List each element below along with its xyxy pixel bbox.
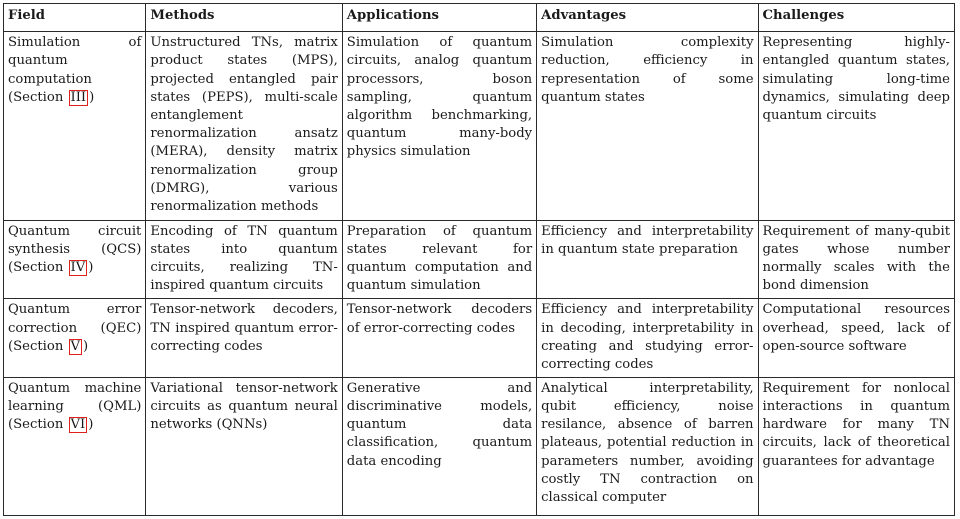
section-link[interactable]: IV bbox=[70, 260, 86, 276]
methods-cell: Tensor-network decoders, TN inspired quantum error-correcting codes bbox=[146, 299, 342, 377]
field-text-end: ) bbox=[88, 417, 94, 433]
table-row bbox=[4, 220, 955, 298]
field-text: Quantum error correction (QEC) (Section bbox=[8, 302, 142, 354]
section-link[interactable]: III bbox=[70, 89, 87, 105]
methods-cell: Encoding of TN quantum states into quantum circuits, realizing TN-inspired quantum circuits bbox=[146, 220, 342, 298]
header-advantages: Advantages bbox=[537, 4, 758, 32]
section-link[interactable]: V bbox=[70, 338, 81, 354]
header-methods: Methods bbox=[146, 4, 342, 32]
applications-cell: Tensor-network decoders of error-correcting codes bbox=[342, 299, 536, 377]
methods-cell: Unstructured TNs, matrix product states (MPS), projected entangled pair states (PEPS), multi-scale entanglement renormalization ansatz (MERA), density matrix renormalization group (DMRG), various renormalization methods bbox=[146, 32, 342, 221]
field-cell bbox=[4, 220, 146, 298]
advantages-cell: Analytical interpretability, qubit efficiency, noise resilance, absence of barren plateaus, potential reduction in parameters number, avoiding costly TN contraction on classical computer bbox=[537, 377, 758, 515]
header-row bbox=[4, 4, 955, 32]
field-text-end: ) bbox=[88, 260, 94, 276]
header-challenges: Challenges bbox=[758, 4, 954, 32]
field-text: Quantum circuit synthesis (QCS) (Section bbox=[8, 223, 142, 276]
section-link[interactable]: VI bbox=[70, 417, 86, 433]
header-applications: Applications bbox=[342, 4, 536, 32]
summary-table bbox=[3, 3, 955, 516]
field-text: Quantum machine learning (QML) (Section bbox=[8, 380, 142, 433]
challenges-cell: Requirement for nonlocal interactions in quantum hardware for many TN circuits, lack of theoretical guarantees for advantage bbox=[758, 377, 954, 515]
applications-cell: Preparation of quantum states relevant for quantum computation and quantum simulation bbox=[342, 220, 536, 298]
field-text-end: ) bbox=[89, 89, 95, 105]
challenges-cell: Representing highly-entangled quantum states, simulating long-time dynamics, simulating deep quantum circuits bbox=[758, 32, 954, 221]
advantages-cell: Efficiency and interpretability in quantum state preparation bbox=[537, 220, 758, 298]
challenges-cell: Computational resources overhead, speed, lack of open-source software bbox=[758, 299, 954, 377]
advantages-cell: Simulation complexity reduction, efficiency in representation of some quantum states bbox=[537, 32, 758, 221]
challenges-cell: Requirement of many-qubit gates whose number normally scales with the bond dimension bbox=[758, 220, 954, 298]
field-cell bbox=[4, 377, 146, 515]
field-cell bbox=[4, 32, 146, 221]
table-row bbox=[4, 32, 955, 221]
table-row bbox=[4, 377, 955, 515]
applications-cell: Generative and discriminative models, quantum data classification, quantum data encoding bbox=[342, 377, 536, 515]
header-field: Field bbox=[4, 4, 146, 32]
field-text: Simulation of quantum computation (Section bbox=[8, 35, 142, 105]
table-row bbox=[4, 299, 955, 377]
applications-cell: Simulation of quantum circuits, analog quantum processors, boson sampling, quantum algorithm benchmarking, quantum many-body physics simulation bbox=[342, 32, 536, 221]
field-cell bbox=[4, 299, 146, 377]
field-text-end: ) bbox=[83, 338, 89, 354]
methods-cell: Variational tensor-network circuits as quantum neural networks (QNNs) bbox=[146, 377, 342, 515]
advantages-cell: Efficiency and interpretability in decoding, interpretability in creating and studying error-correcting codes bbox=[537, 299, 758, 377]
